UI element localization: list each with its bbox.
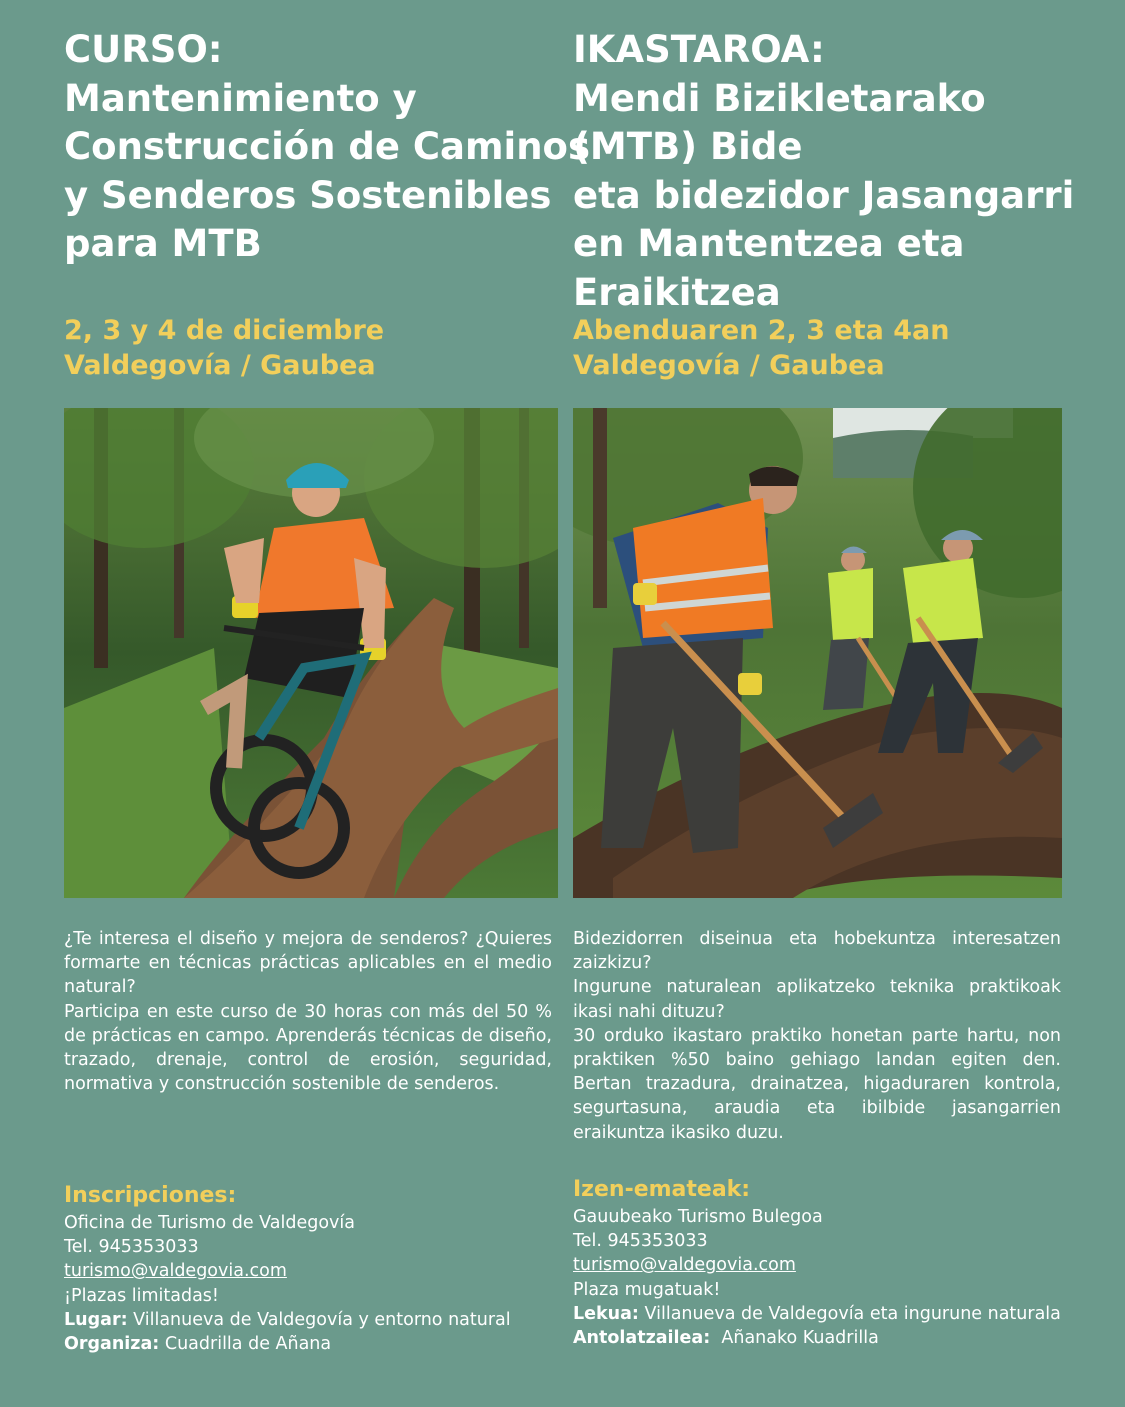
course-title-es bbox=[64, 26, 590, 269]
registration-email-link[interactable]: turismo@valdegovia.com bbox=[64, 1261, 287, 1282]
title-line: CURSO: bbox=[64, 28, 223, 71]
description-details: Participa en este curso de 30 horas con más del 50 % de prácticas en campo. Aprenderás técnicas de diseño, trazado, drenaje, control de erosión, seguridad, normativa y construcción sostenible de senderos. bbox=[64, 1001, 552, 1095]
organizer-line bbox=[573, 1326, 1061, 1350]
title-line: IKASTAROA: bbox=[573, 28, 825, 71]
venue-value: Villanueva de Valdegovía y entorno natural bbox=[133, 1309, 511, 1330]
registration-title: Izen-emateak: bbox=[573, 1177, 751, 1202]
description-question: Ingurune naturalean aplikatzeko teknika praktikoak ikasi nahi dituzu? bbox=[573, 977, 1061, 1022]
organizer-line bbox=[64, 1332, 544, 1356]
title-line: Mendi Bizikletarako bbox=[573, 76, 986, 120]
limited-places-note: Plaza mugatuak! bbox=[573, 1279, 721, 1300]
title-line: Eraikitzea bbox=[573, 270, 781, 314]
venue-line bbox=[64, 1308, 544, 1332]
mountain-biker-photo bbox=[64, 408, 558, 898]
title-line: y Senderos Sostenibles bbox=[64, 173, 552, 217]
venue-line bbox=[573, 1302, 1061, 1326]
date-place-eu bbox=[573, 313, 949, 383]
registration-phone[interactable]: Tel. 945353033 bbox=[64, 1237, 199, 1258]
course-date: 2, 3 y 4 de diciembre bbox=[64, 315, 385, 346]
registration-eu bbox=[573, 1175, 1061, 1350]
organizer-label: Organiza: bbox=[64, 1334, 160, 1355]
description-es bbox=[64, 927, 552, 1096]
description-question: ¿Te interesa el diseño y mejora de senderos? ¿Quieres formarte en técnicas prácticas aplicables en el medio natural? bbox=[64, 929, 552, 998]
registration-office: Gauubeako Turismo Bulegoa bbox=[573, 1207, 823, 1227]
description-details: 30 orduko ikastaro praktiko honetan parte hartu, non praktiken %50 baino gehiago landan egiten den. Bertan trazadura, drainatzea, higaduraren kontrola, segurtasuna, araudia eta ibilbide jasangarrien eraikuntza ikasiko duzu. bbox=[573, 1025, 1061, 1143]
title-line: para MTB bbox=[64, 222, 262, 265]
registration-title: Inscripciones: bbox=[64, 1183, 237, 1208]
title-line: Mantenimiento y bbox=[64, 76, 417, 120]
registration-office: Oficina de Turismo de Valdegovía bbox=[64, 1213, 355, 1233]
title-line: (MTB) Bide bbox=[573, 125, 803, 168]
description-question: Bidezidorren diseinua eta hobekuntza interesatzen zaizkizu? bbox=[573, 929, 1061, 974]
limited-places-note: ¡Plazas limitadas! bbox=[64, 1285, 219, 1306]
description-eu bbox=[573, 927, 1061, 1145]
course-title-eu bbox=[573, 26, 1074, 317]
registration-es bbox=[64, 1181, 544, 1356]
organizer-value: Añanako Kuadrilla bbox=[721, 1328, 879, 1349]
date-place-es bbox=[64, 313, 384, 383]
title-line: eta bidezidor Jasangarri bbox=[573, 173, 1075, 217]
course-date: Abenduaren 2, 3 eta 4an bbox=[573, 315, 950, 346]
registration-phone[interactable]: Tel. 945353033 bbox=[573, 1231, 708, 1252]
course-place: Valdegovía / Gaubea bbox=[573, 350, 885, 381]
trail-building-photo bbox=[573, 408, 1062, 898]
organizer-label: Antolatzailea: bbox=[573, 1328, 711, 1349]
venue-label: Lekua: bbox=[573, 1303, 639, 1324]
registration-email-link[interactable]: turismo@valdegovia.com bbox=[573, 1255, 796, 1276]
course-place: Valdegovía / Gaubea bbox=[64, 350, 376, 381]
trail-workers-illustration bbox=[573, 408, 1062, 898]
venue-label: Lugar: bbox=[64, 1309, 128, 1330]
mountain-biker-illustration bbox=[64, 408, 558, 898]
venue-value: Villanueva de Valdegovía eta ingurune naturala bbox=[644, 1303, 1061, 1324]
title-line: Construcción de Caminos bbox=[64, 125, 591, 168]
organizer-value: Cuadrilla de Añana bbox=[164, 1334, 332, 1355]
title-line: en Mantentzea eta bbox=[573, 222, 965, 265]
